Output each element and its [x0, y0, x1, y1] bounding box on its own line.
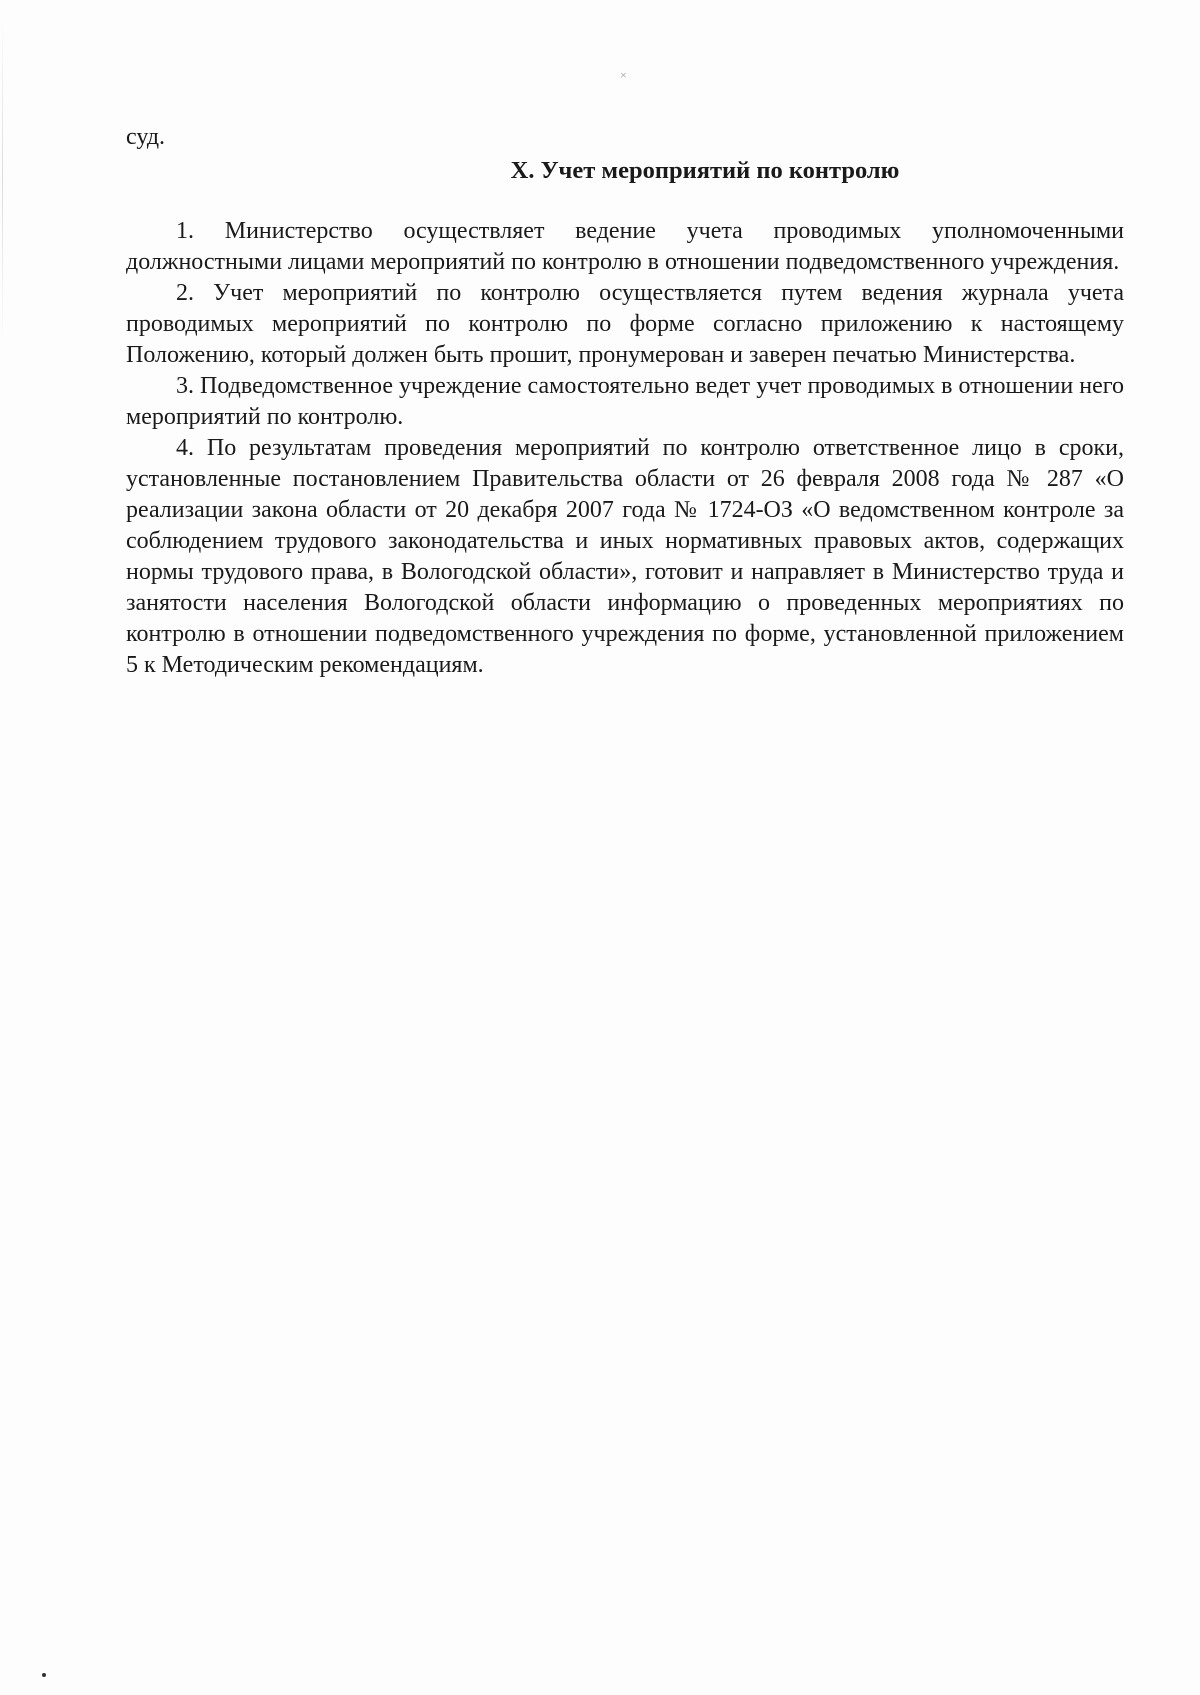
paragraph-1: 1. Министерство осуществляет ведение учета проводимых уполномоченными должностными лицами мероприятий по контролю в отношении подведомственного учреждения.: [126, 218, 1124, 275]
paragraph-3: 3. Подведомственное учреждение самостоятельно ведет учет проводимых в отношении него мероприятий по контролю.: [126, 373, 1124, 430]
scan-mark-artifact: ×: [620, 68, 627, 82]
scan-dot-artifact: [42, 1673, 46, 1677]
document-body: [126, 122, 1124, 681]
paragraph-2: 2. Учет мероприятий по контролю осуществляется путем ведения журнала учета проводимых мероприятий по контролю по форме согласно приложению к настоящему Положению, который должен быть прошит, пронумерован и заверен печатью Министерства.: [126, 280, 1124, 368]
carryover-text: суд.: [126, 124, 166, 150]
paragraph-4: 4. По результатам проведения мероприятий по контролю ответственное лицо в сроки, установленные постановлением Правительства области от 26 февраля 2008 года № 287 «О реализации закона области от 20 декабря 2007 года № 1724-ОЗ «О ведомственном контроле за соблюдением трудового законодательства и иных нормативных правовых актов, содержащих нормы трудового права, в Вологодской области», готовит и направляет в Министерство труда и занятости населения Вологодской области информацию о проведенных мероприятиях по контролю в отношении подведомственного учреждения по форме, установленной приложением 5 к Методическим рекомендациям.: [126, 435, 1124, 678]
scan-edge-artifact: [2, 20, 3, 1620]
section-heading: X. Учет мероприятий по контролю: [510, 157, 900, 184]
